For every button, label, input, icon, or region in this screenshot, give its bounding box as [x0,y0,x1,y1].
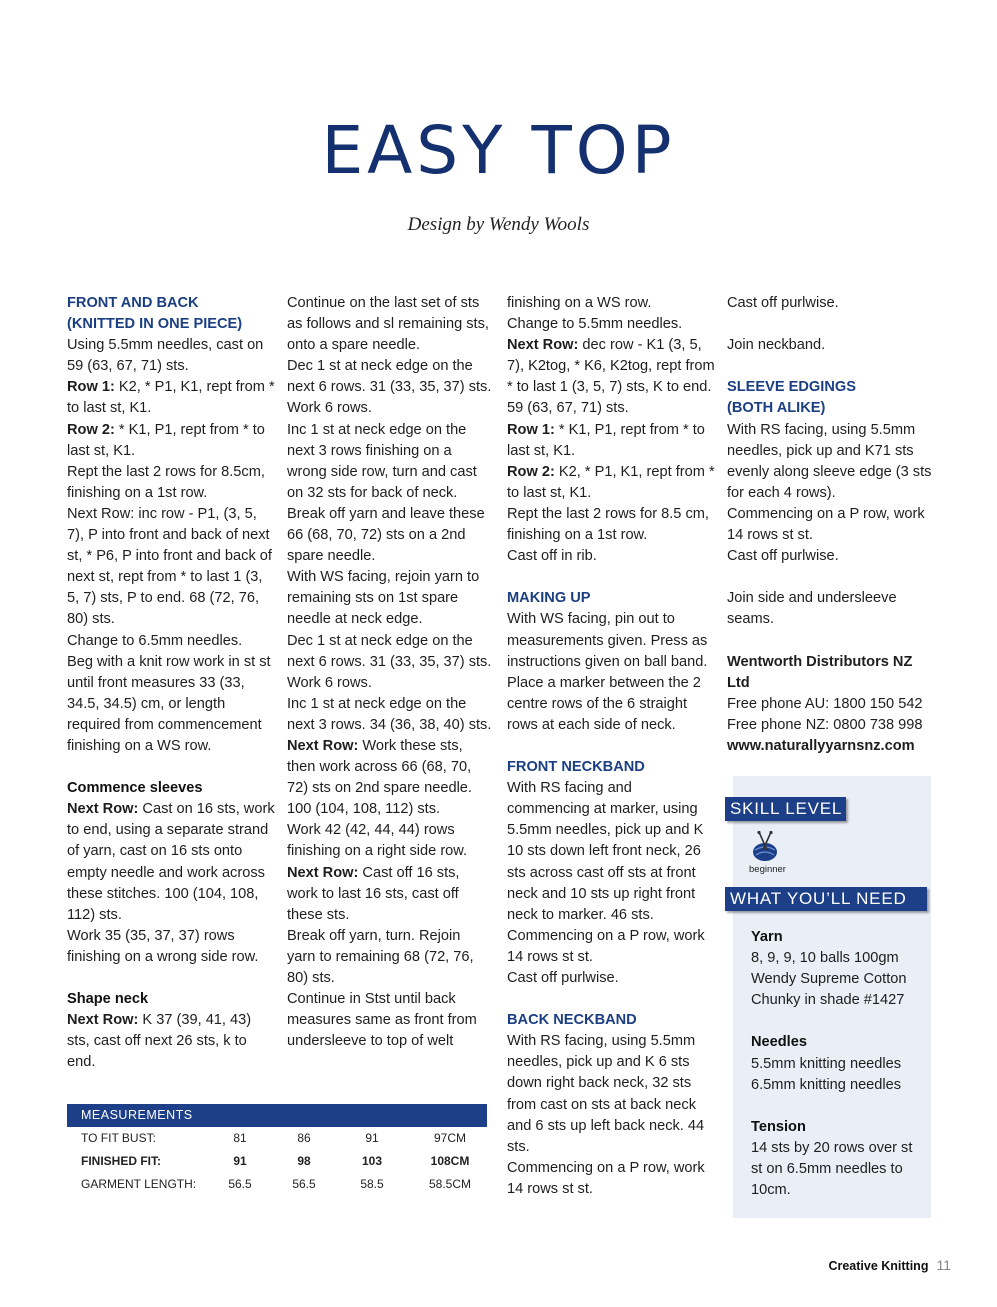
paragraph: Work 35 (35, 37, 37) rows finishing on a wrong side row. [67,927,259,965]
row-label: FINISHED FIT: [81,1154,161,1168]
paragraph: Join neckband. [727,337,826,354]
paragraph [67,1010,275,1073]
row-text: K2, * P1, K1, rept from * to last st, K1. [67,379,275,417]
table-cell: 86 [297,1131,311,1145]
row-label: GARMENT LENGTH: [81,1177,197,1191]
paragraph: Cast off purlwise. [507,970,619,986]
section-heading: BACK NECKBAND [507,1012,637,1029]
paragraph: Dec 1 st at neck edge on the next 6 rows. 31 (33, 35, 37) sts. [287,632,492,670]
table-row [67,1150,487,1173]
table-cell: 91 [233,1154,247,1168]
paragraph: Break off yarn and leave these 66 (68, 70, 72) sts on a 2nd spare needle. [287,505,485,565]
row-text: * K1, P1, rept from * to last st, K1. [67,421,265,459]
measurements-header: MEASUREMENTS [67,1104,487,1127]
paragraph [507,420,715,462]
paragraph: Cast off purlwise. [727,295,839,311]
row-label: Next Row: [287,737,359,754]
paragraph: Cast off purlwise. [727,548,839,565]
requirement-heading: Yarn [751,929,783,945]
row-text: dec row - K1 (3, 5, 7), K2tog, * K6, K2tog, rept from * to last 1 (3, 5, 7) sts, K to end. 59 (63, 67, 71) sts. [507,337,715,417]
table-row [67,1127,487,1150]
paragraph [67,799,275,926]
paragraph: With WS facing, pin out to measurements given. Press as instructions given on ball band. Place a marker between the 2 centre rows of the 6 straight rows at each side of neck. [507,611,708,733]
table-row [67,1173,487,1196]
page-footer [828,1257,951,1273]
row-label: Next Row: [67,801,139,818]
row-label: Next Row: [507,337,579,354]
sub-heading: Shape neck [67,991,149,1008]
paragraph: With WS facing, rejoin yarn to remaining sts on 1st spare needle at neck edge. [287,569,480,628]
section-heading: MAKING UP [507,590,591,607]
row-label: Next Row: [67,1012,139,1029]
column-3 [507,293,715,1200]
section-heading: (BOTH ALIKE) [727,400,826,417]
table-cell: 98 [297,1154,311,1168]
paragraph: Change to 6.5mm needles. [67,632,243,649]
table-cell: 97CM [433,1131,466,1145]
paragraph: Join side and undersleeve seams. [727,590,897,628]
paragraph [287,736,492,820]
paragraph: Dec 1 st at neck edge on the next 6 rows. 31 (33, 35, 37) sts. [287,358,492,396]
row-text: Cast on 16 sts, work to end, using a separate strand of yarn, cast on 16 sts onto empty needle and work across these stitches. 100 (104, 108, 112) sts. [67,801,275,923]
row-label: Row 2: [67,421,115,438]
table-cell: 58.5CM [428,1177,472,1191]
column-2 [287,293,492,1052]
byline: Design by Wendy Wools [407,214,590,235]
page-title: EASY TOP [321,112,676,189]
paragraph: Commencing on a P row, work 14 rows st st. [507,1159,705,1197]
paragraph [507,335,715,419]
requirement-text: 14 sts by 20 rows over st st on 6.5mm needles to 10cm. [751,1139,913,1199]
table-cell: 56.5 [292,1177,316,1191]
section-heading: FRONT AND BACK [67,295,199,311]
measurements-table [67,1104,487,1196]
requirement-text: 6.5mm knitting needles [751,1076,902,1093]
paragraph: Work 6 rows. [287,674,372,691]
column-4 [727,293,937,757]
distributor-phone-nz: Free phone NZ: 0800 738 998 [727,716,923,733]
requirement-text: 5.5mm knitting needles [751,1055,902,1072]
paragraph: Work 42 (42, 44, 44) rows finishing on a right side row. [287,822,468,860]
row-text: K2, * P1, K1, rept from * to last st, K1. [507,463,715,501]
paragraph: Using 5.5mm needles, cast on 59 (63, 67, 71) sts. [67,337,264,375]
page-number: 11 [936,1257,951,1273]
requirement-text: 8, 9, 9, 10 balls 100gm Wendy Supreme Cotton Chunky in shade #1427 [751,950,907,1009]
paragraph: With RS facing and commencing at marker, using 5.5mm needles, pick up and K 10 sts down left front neck, 26 sts across cast off sts at front neck and 10 sts up right front neck to marker. 46 sts. [507,780,704,923]
section-heading: SLEEVE EDGINGS [727,379,856,396]
table-cell: 91 [365,1131,379,1145]
section-heading: (KNITTED IN ONE PIECE) [67,316,243,333]
paragraph: Inc 1 st at neck edge on the next 3 rows finishing on a wrong side row, turn and cast on 32 sts for back of neck. [287,421,477,501]
table-cell: 103 [361,1154,383,1168]
paragraph: finishing on a WS row. [507,295,652,311]
paragraph: Rept the last 2 rows for 8.5cm, finishing on a 1st row. [67,463,265,501]
paragraph: Commencing on a P row, work 14 rows st st. [727,505,925,544]
row-text: * K1, P1, rept from * to last st, K1. [507,421,705,459]
sub-heading: Commence sleeves [67,780,203,797]
paragraph: Inc 1 st at neck edge on the next 3 rows. 34 (36, 38, 40) sts. [287,695,492,733]
paragraph: With RS facing, using 5.5mm needles, pick up and K71 sts evenly along sleeve edge (3 sts for each 4 rows). [727,421,932,501]
section-heading: FRONT NECKBAND [507,759,645,776]
paragraph [507,462,715,504]
distributor-name: Wentworth Distributors NZ Ltd [727,653,913,691]
skill-level-tag: SKILL LEVEL [725,797,846,821]
distributor-info [727,652,937,757]
table-cell: 58.5 [360,1177,384,1191]
magazine-name: Creative Knitting [828,1259,929,1273]
table-cell: 56.5 [228,1177,252,1191]
row-text: K 37 (39, 41, 43) sts, cast off next 26 sts, k to end. [67,1012,252,1071]
yarn-ball-icon [745,830,785,864]
distributor-phone-au: Free phone AU: 1800 150 542 [727,695,923,712]
table-cell: 108CM [430,1154,470,1168]
paragraph [67,420,275,462]
paragraph: Break off yarn, turn. Rejoin yarn to remaining 68 (72, 76, 80) sts. [287,927,474,986]
paragraph: Commencing on a P row, work 14 rows st st. [507,927,705,965]
row-text: Work these sts, then work across 66 (68, 70, 72) sts on 2nd spare needle. 100 (104, 108, 112) sts. [287,737,472,818]
row-text: Cast off 16 sts, work to last 16 sts, cast off these sts. [287,864,460,923]
distributor-website[interactable]: www.naturallyyarnsnz.com [727,737,915,754]
paragraph: Change to 5.5mm needles. [507,316,683,333]
row-label: TO FIT BUST: [81,1131,156,1145]
row-label: Next Row: [287,864,359,881]
paragraph: With RS facing, using 5.5mm needles, pick up and K 6 sts down right back neck, 32 sts from cast on sts at back neck and 6 sts up left back neck. 44 sts. [507,1033,705,1155]
requirement-heading: Tension [751,1118,806,1135]
paragraph: Rept the last 2 rows for 8.5 cm, finishing on a 1st row. [507,505,709,544]
requirements-list [751,927,926,1201]
what-you-need-tag: WHAT YOU’LL NEED [725,887,927,911]
paragraph [287,863,492,926]
requirement-heading: Needles [751,1034,807,1051]
table-cell: 81 [233,1131,247,1145]
paragraph: Next Row: inc row - P1, (3, 5, 7), P into front and back of next st, * P6, P into front and back of next st, rept from * to last 1 (3, 5, 7) sts, P to end. 68 (72, 76, 80) sts. [67,505,272,628]
paragraph: Beg with a knit row work in st st until front measures 33 (33, 34.5, 34.5) cm, or length required from commencement finishing on a WS row. [67,653,271,754]
paragraph: Continue on the last set of sts as follows and sl remaining sts, onto a spare needle. [287,295,489,354]
column-1 [67,293,275,1073]
skill-level-caption: beginner [749,864,786,875]
row-label: Row 2: [507,463,555,480]
paragraph: Work 6 rows. [287,400,372,417]
paragraph: Cast off in rib. [507,548,597,565]
row-label: Row 1: [67,379,115,396]
paragraph: Continue in Stst until back measures same as front from undersleeve to top of welt [287,991,477,1050]
paragraph [67,377,275,419]
row-label: Row 1: [507,421,555,438]
